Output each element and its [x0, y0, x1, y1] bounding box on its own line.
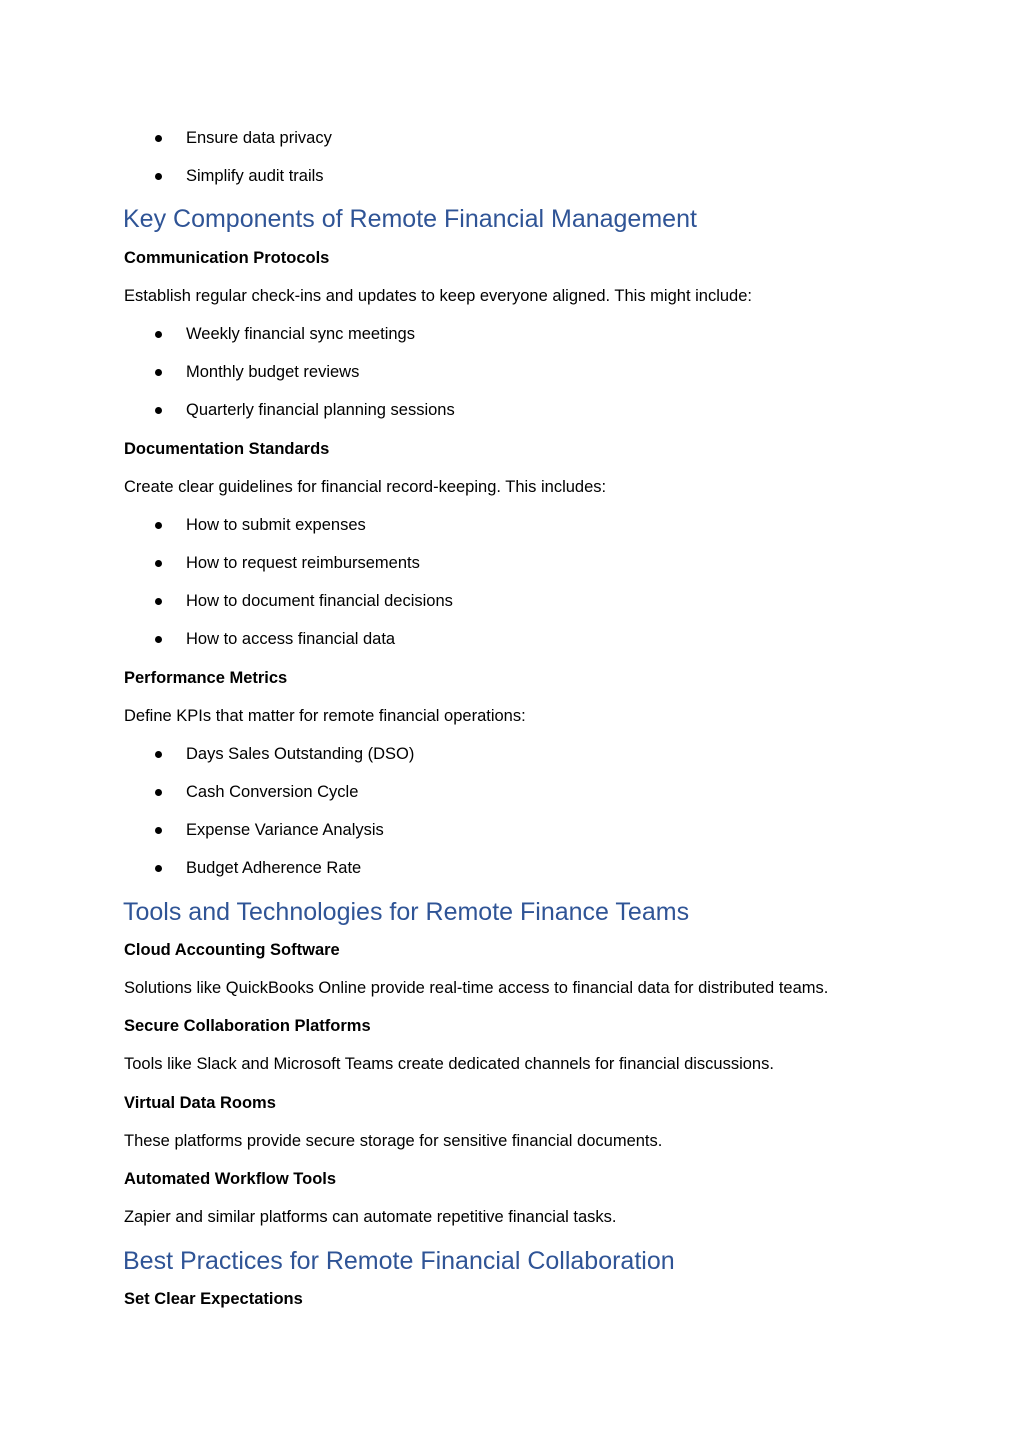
subheading-communication-protocols: Communication Protocols — [124, 249, 330, 267]
list-item-text: Simplify audit trails — [186, 167, 324, 185]
bullet-icon — [155, 751, 162, 758]
paragraph: Define KPIs that matter for remote financial operations: — [124, 707, 526, 725]
list-item-text: How to submit expenses — [186, 516, 366, 534]
subheading-secure-collaboration: Secure Collaboration Platforms — [124, 1017, 371, 1035]
bullet-icon — [155, 598, 162, 605]
subheading-documentation-standards: Documentation Standards — [124, 440, 330, 458]
subheading-automated-workflow: Automated Workflow Tools — [124, 1170, 337, 1188]
bullet-icon — [155, 789, 162, 796]
subheading-cloud-accounting: Cloud Accounting Software — [124, 941, 340, 959]
list-item-text: How to request reimbursements — [186, 554, 420, 572]
list-item-text: Expense Variance Analysis — [186, 821, 384, 839]
section-heading-tools: Tools and Technologies for Remote Finance Teams — [123, 898, 690, 926]
list-item-text: How to document financial decisions — [186, 592, 453, 610]
paragraph: Tools like Slack and Microsoft Teams create dedicated channels for financial discussions. — [124, 1055, 774, 1073]
subheading-performance-metrics: Performance Metrics — [124, 669, 288, 687]
bullet-icon — [155, 407, 162, 414]
subheading-set-clear-expectations: Set Clear Expectations — [124, 1290, 303, 1308]
paragraph: These platforms provide secure storage for sensitive financial documents. — [124, 1132, 663, 1150]
list-item-text: How to access financial data — [186, 630, 396, 648]
section-heading-best-practices: Best Practices for Remote Financial Collaboration — [123, 1247, 675, 1275]
section-heading-key-components: Key Components of Remote Financial Management — [123, 205, 697, 233]
list-item-text: Weekly financial sync meetings — [186, 325, 415, 343]
paragraph: Create clear guidelines for financial record-keeping. This includes: — [124, 478, 607, 496]
bullet-icon — [155, 560, 162, 567]
list-item-text: Budget Adherence Rate — [186, 859, 362, 877]
bullet-icon — [155, 331, 162, 338]
paragraph: Solutions like QuickBooks Online provide real-time access to financial data for distributed teams. — [124, 979, 829, 997]
bullet-icon — [155, 522, 162, 529]
bullet-icon — [155, 636, 162, 643]
paragraph: Zapier and similar platforms can automate repetitive financial tasks. — [124, 1208, 617, 1226]
bullet-icon — [155, 827, 162, 834]
subheading-virtual-data-rooms: Virtual Data Rooms — [124, 1094, 276, 1112]
list-item-text: Days Sales Outstanding (DSO) — [186, 745, 415, 763]
list-item-text: Cash Conversion Cycle — [186, 783, 359, 801]
bullet-icon — [155, 369, 162, 376]
list-item-text: Monthly budget reviews — [186, 363, 360, 381]
list-item-text: Quarterly financial planning sessions — [186, 401, 455, 419]
list-item-text: Ensure data privacy — [186, 129, 332, 147]
bullet-icon — [155, 135, 162, 142]
paragraph: Establish regular check-ins and updates to keep everyone aligned. This might include: — [124, 287, 752, 305]
bullet-icon — [155, 173, 162, 180]
bullet-icon — [155, 865, 162, 872]
